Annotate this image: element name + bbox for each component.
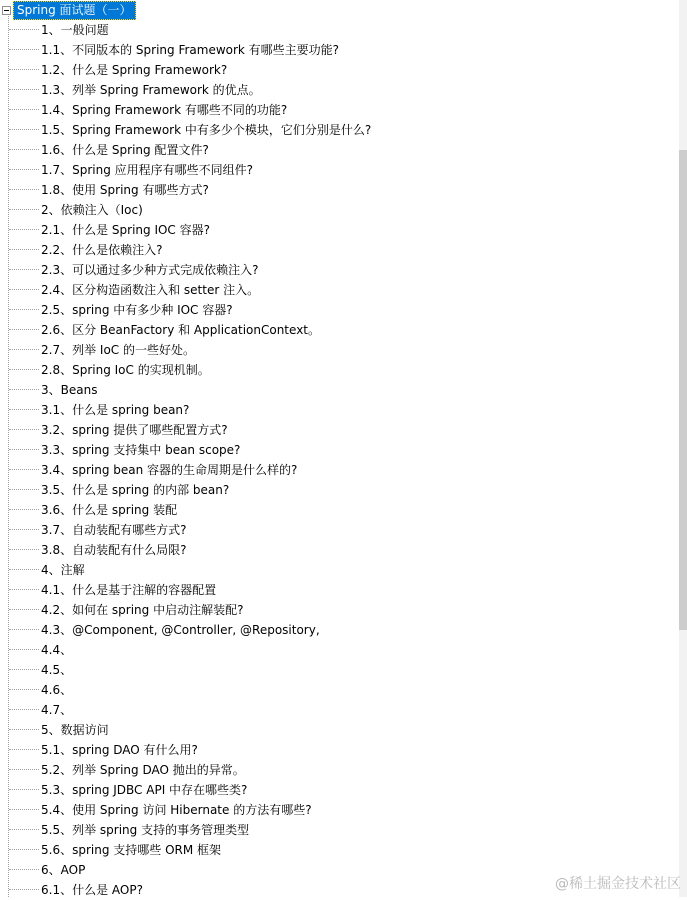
tree-item[interactable] [9,879,143,899]
tree-item[interactable] [9,399,189,419]
tree-branch-line [9,629,39,630]
tree-item[interactable] [9,19,109,39]
tree-item[interactable] [9,819,249,839]
tree-item-label: 5.2、列举 Spring DAO 抛出的异常。 [41,762,245,777]
tree-item-label: 1.1、不同版本的 Spring Framework 有哪些主要功能? [41,42,340,57]
tree-item-label: 3、Beans [41,382,98,397]
tree-item-label: 5.5、列举 spring 支持的事务管理类型 [41,822,250,837]
tree-item-label: 4.6、 [41,682,73,697]
tree-item[interactable] [9,99,287,119]
tree-branch-line [9,589,39,590]
tree-branch-line [9,549,39,550]
collapse-toggle-icon[interactable] [2,6,11,15]
tree-item-label: 2.7、列举 IoC 的一些好处。 [41,342,195,357]
tree-branch-line [9,809,39,810]
tree-branch-line [9,189,39,190]
tree-item-label: 2.4、区分构造函数注入和 setter 注入。 [41,282,260,297]
tree-item[interactable] [9,839,221,859]
tree-item[interactable] [9,219,210,239]
tree-branch-line [9,129,39,130]
tree-item[interactable] [9,299,233,319]
tree-item[interactable] [9,199,143,219]
tree-item[interactable] [9,559,85,579]
tree-item[interactable] [9,319,320,339]
tree-branch-line [9,89,39,90]
tree-branch-line [9,729,39,730]
tree-item-label: 3.2、spring 提供了哪些配置方式? [41,422,228,437]
tree-branch-line [9,209,39,210]
tree-item-label: 4、注解 [41,562,85,577]
tree-item[interactable] [9,259,258,279]
tree-branch-line [9,569,39,570]
tree-branch-line [9,169,39,170]
tree-branch-line [9,489,39,490]
tree-item[interactable] [9,159,253,179]
tree-item[interactable] [9,59,227,79]
tree-branch-line [9,529,39,530]
tree-branch-line [9,869,39,870]
tree-item[interactable] [9,859,85,879]
tree-branch-line [9,49,39,50]
tree-item[interactable] [9,619,320,639]
tree-item-label: 1、一般问题 [41,22,109,37]
tree-item-label: 2.8、Spring IoC 的实现机制。 [41,362,210,377]
tree-item-label: 3.8、自动装配有什么局限? [41,542,187,557]
tree-item[interactable] [9,759,245,779]
tree-item[interactable] [9,579,216,599]
tree-item[interactable] [9,679,72,699]
tree-item[interactable] [9,179,209,199]
tree-branch-line [9,609,39,610]
tree-item-label: 5、数据访问 [41,722,109,737]
tree-item[interactable] [9,799,312,819]
tree-branch-line [9,429,39,430]
tree-item-label: 2.5、spring 中有多少种 IOC 容器? [41,302,233,317]
tree-item-label: 2.1、什么是 Spring IOC 容器? [41,222,210,237]
tree-item[interactable] [9,459,297,479]
tree-item-label: 5.1、spring DAO 有什么用? [41,742,198,757]
tree-branch-line [9,149,39,150]
tree-item-label: 2、依赖注入（Ioc) [41,202,143,217]
tree-item-label: 1.4、Spring Framework 有哪些不同的功能? [41,102,288,117]
tree-item-label: 3.3、spring 支持集中 bean scope? [41,442,241,457]
tree-branch-line [9,849,39,850]
tree-branch-line [9,769,39,770]
vertical-scrollbar[interactable] [679,0,687,897]
tree-item[interactable] [9,699,72,719]
tree-item-label: 1.8、使用 Spring 有哪些方式? [41,182,209,197]
tree-item-label: 4.7、 [41,702,73,717]
tree-item-label: 1.7、Spring 应用程序有哪些不同组件? [41,162,253,177]
tree-branch-line [9,749,39,750]
tree-branch-line [9,289,39,290]
tree-item[interactable] [9,539,186,559]
tree-item-label: 3.6、什么是 spring 装配 [41,502,178,517]
tree-item-label: 5.4、使用 Spring 访问 Hibernate 的方法有哪些? [41,802,312,817]
tree-branch-line [9,449,39,450]
tree-item[interactable] [9,639,72,659]
tree-item[interactable] [9,279,259,299]
tree-item[interactable] [9,79,261,99]
tree-item[interactable] [9,379,97,399]
tree-item[interactable] [9,599,243,619]
tree-branch-line [9,709,39,710]
tree-item-label: 5.6、spring 支持哪些 ORM 框架 [41,842,222,857]
tree-branch-line [9,409,39,410]
tree-branch-line [9,829,39,830]
tree-branch-line [9,29,39,30]
tree-branch-line [9,369,39,370]
tree-branch-line [9,229,39,230]
tree-item-label: 4.1、什么是基于注解的容器配置 [41,582,217,597]
tree-item-label: 3.4、spring bean 容器的生命周期是什么样的? [41,462,298,477]
tree-item-label: 1.5、Spring Framework 中有多少个模块，它们分别是什么? [41,122,372,137]
tree-branch-line [9,269,39,270]
tree-item[interactable] [9,359,210,379]
tree-item[interactable] [9,519,186,539]
tree-item-label: 6、AOP [41,862,86,877]
tree-item[interactable] [9,239,162,259]
tree-item[interactable] [9,439,240,459]
tree-item[interactable] [9,119,371,139]
tree-branch-line [9,389,39,390]
tree-item-label: 6.1、什么是 AOP? [41,882,143,897]
tree-item-label: 4.2、如何在 spring 中启动注解装配? [41,602,244,617]
tree-item[interactable] [9,339,195,359]
tree-item-label: 3.1、什么是 spring bean? [41,402,190,417]
tree-branch-line [9,669,39,670]
tree-item-label: 3.7、自动装配有哪些方式? [41,522,187,537]
tree-branch-line [9,349,39,350]
tree-item[interactable] [9,479,229,499]
tree-branch-line [9,509,39,510]
tree-item-label: 5.3、spring JDBC API 中存在哪些类? [41,782,248,797]
tree-branch-line [9,689,39,690]
tree-item[interactable] [9,419,228,439]
tree-branch-line [9,789,39,790]
tree-branch-line [9,309,39,310]
tree-item[interactable] [9,139,209,159]
tree-branch-line [9,889,39,890]
tree-item-label: 1.2、什么是 Spring Framework? [41,62,228,77]
tree-branch-line [9,329,39,330]
tree-item[interactable] [9,779,247,799]
tree-item-label: 1.6、什么是 Spring 配置文件? [41,142,209,157]
tree-item-label: 4.4、 [41,642,73,657]
tree-item-label: 1.3、列举 Spring Framework 的优点。 [41,82,261,97]
tree-branch-line [9,249,39,250]
tree-item[interactable] [9,659,72,679]
tree-item[interactable] [9,739,198,759]
tree-item[interactable] [9,499,177,519]
tree-branch-line [9,69,39,70]
tree-item-label: 4.5、 [41,662,73,677]
tree-branch-line [9,649,39,650]
tree-item[interactable] [9,719,109,739]
tree-item-label: 3.5、什么是 spring 的内部 bean? [41,482,230,497]
tree-branch-line [9,109,39,110]
tree-root-label[interactable]: Spring 面试题（一） [13,1,136,20]
tree-root[interactable] [2,0,136,20]
tree-item-label: 2.6、区分 BeanFactory 和 ApplicationContext。 [41,322,320,337]
tree-item[interactable] [9,39,339,59]
tree-branch-line [9,469,39,470]
watermark: @稀土掘金技术社区 [555,876,681,892]
scrollbar-thumb[interactable] [679,150,687,630]
tree-item-label: 2.2、什么是依赖注入? [41,242,163,257]
tree-item-label: 2.3、可以通过多少种方式完成依赖注入? [41,262,259,277]
tree-item-label: 4.3、@Component, @Controller, @Repository, [41,622,320,637]
